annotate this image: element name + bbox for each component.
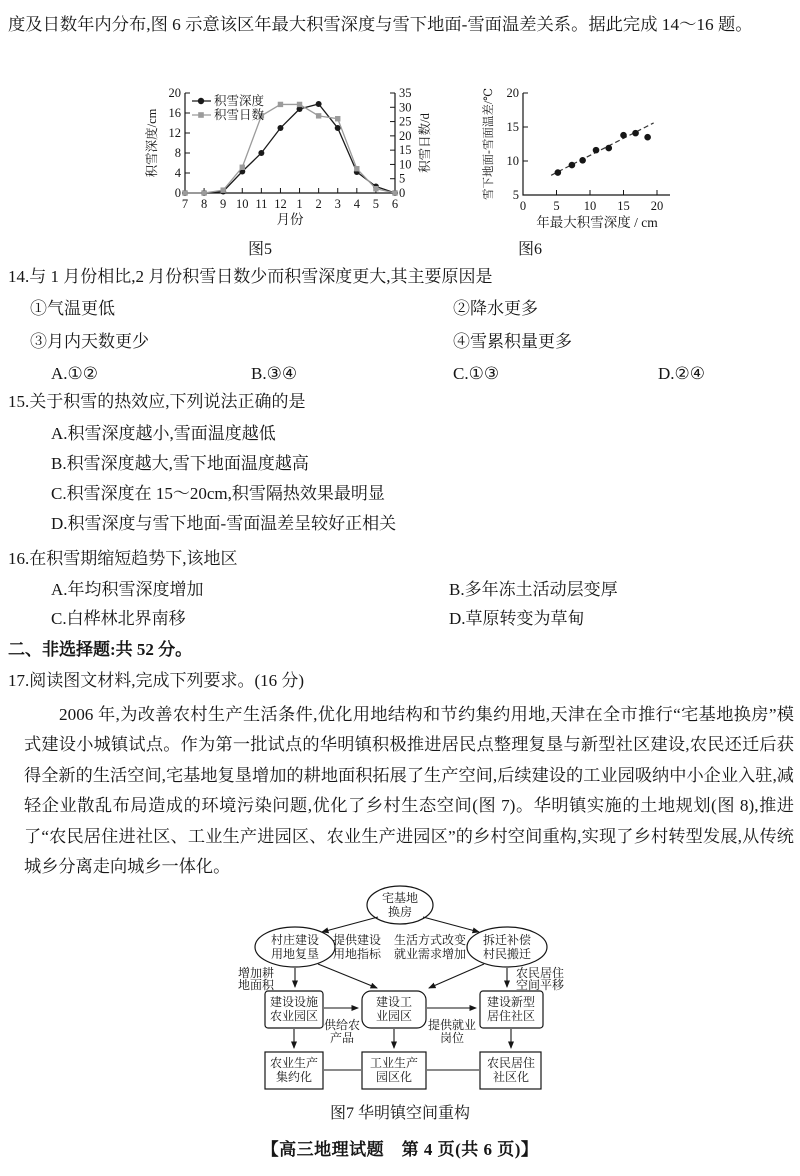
svg-text:5: 5 — [399, 171, 406, 186]
node-label: 拆迁补偿 — [482, 933, 532, 947]
node-label: 村民搬迁 — [482, 947, 532, 961]
q17-stem: 17.阅读图文材料,完成下列要求。(16 分) — [8, 671, 305, 690]
q16-choice-b: B.多年冻土活动层变厚 — [449, 580, 618, 599]
q15-choice-d: D.积雪深度与雪下地面-雪面温差呈较好正相关 — [51, 514, 397, 533]
q14-numbered-option: ①气温更低 — [30, 299, 115, 318]
svg-text:积雪日数/d: 积雪日数/d — [418, 113, 432, 173]
edge-label: 空间平移 — [515, 978, 565, 992]
svg-text:积雪深度: 积雪深度 — [214, 94, 265, 108]
node-label: 建设工 — [375, 995, 413, 1009]
section2-heading: 二、非选择题:共 52 分。 — [8, 640, 193, 659]
fig6-caption: 图6 — [517, 241, 542, 258]
fig7-flow-diagram — [218, 884, 588, 1096]
q15-choice-c: C.积雪深度在 15～20cm,积雪隔热效果最明显 — [51, 484, 385, 503]
q16-stem: 16.在积雪期缩短趋势下,该地区 — [8, 549, 238, 568]
svg-text:0: 0 — [519, 199, 527, 213]
svg-text:8: 8 — [174, 146, 181, 160]
svg-text:11: 11 — [255, 197, 268, 211]
svg-text:8: 8 — [200, 197, 208, 211]
q14-numbered-option: ②降水更多 — [453, 299, 538, 318]
node-label: 居住社区 — [486, 1009, 536, 1023]
q14-choice-d: D.②④ — [658, 364, 706, 383]
node-label: 农业生产 — [269, 1056, 319, 1070]
svg-text:20: 20 — [506, 86, 519, 100]
node-label: 工业生产 — [369, 1056, 419, 1070]
edge-label: 提供就业 — [427, 1018, 477, 1032]
svg-text:16: 16 — [168, 106, 181, 120]
svg-text:7: 7 — [181, 197, 189, 211]
svg-text:20: 20 — [650, 199, 664, 213]
q15-choice-b: B.积雪深度越大,雪下地面温度越高 — [51, 454, 309, 473]
q14-stem: 14.与 1 月份相比,2 月份积雪日数少而积雪深度更大,其主要原因是 — [8, 267, 493, 286]
node-label: 换房 — [387, 905, 413, 919]
svg-text:10: 10 — [399, 157, 412, 172]
edge-label: 岗位 — [439, 1031, 465, 1045]
node-label: 农民居住 — [486, 1056, 536, 1070]
node-label: 用地复垦 — [270, 947, 320, 961]
svg-text:35: 35 — [399, 86, 412, 100]
svg-text:30: 30 — [399, 100, 412, 115]
q14-choice-c: C.①③ — [453, 364, 500, 383]
edge-label: 增加耕 — [237, 966, 275, 980]
svg-text:积雪日数: 积雪日数 — [214, 108, 265, 122]
edge-label: 提供建设 — [332, 933, 382, 947]
node-label: 社区化 — [492, 1070, 530, 1084]
fig5-snow-depth-days-chart — [126, 82, 470, 236]
svg-text:年最大积雪深度 / cm: 年最大积雪深度 / cm — [536, 215, 658, 230]
svg-text:2: 2 — [315, 197, 322, 211]
svg-text:4: 4 — [353, 197, 360, 211]
q14-choice-b: B.③④ — [251, 364, 298, 383]
svg-text:积雪深度/cm: 积雪深度/cm — [145, 108, 159, 178]
svg-text:0: 0 — [399, 186, 406, 200]
svg-text:15: 15 — [399, 143, 412, 158]
node-label: 集约化 — [275, 1070, 313, 1084]
node-label: 村庄建设 — [270, 933, 320, 947]
svg-text:25: 25 — [399, 114, 412, 129]
svg-text:4: 4 — [174, 166, 181, 180]
svg-text:1: 1 — [296, 197, 303, 211]
q14-numbered-option: ③月内天数更少 — [30, 332, 149, 351]
svg-text:0: 0 — [174, 186, 181, 200]
svg-text:15: 15 — [506, 120, 519, 134]
q16-choice-c: C.白桦林北界南移 — [51, 609, 186, 628]
edge-label: 产品 — [329, 1031, 355, 1045]
node-label: 园区化 — [375, 1070, 413, 1084]
node-label: 业园区 — [375, 1009, 413, 1023]
svg-text:月份: 月份 — [276, 212, 304, 227]
svg-text:12: 12 — [274, 197, 287, 211]
fig7-caption: 图7 华明镇空间重构 — [329, 1105, 470, 1122]
svg-text:5: 5 — [372, 197, 380, 211]
svg-text:3: 3 — [334, 197, 341, 211]
page-footer: 【高三地理试题 第 4 页(共 6 页)】 — [261, 1140, 539, 1159]
svg-text:9: 9 — [220, 197, 227, 211]
edge-label: 地面积 — [237, 978, 275, 992]
edge-label: 用地指标 — [332, 947, 382, 961]
q14-numbered-option: ④雪累积量更多 — [453, 332, 572, 351]
node-label: 建设新型 — [486, 995, 536, 1009]
svg-text:5: 5 — [553, 199, 560, 213]
svg-text:5: 5 — [512, 188, 519, 202]
node-label: 农业园区 — [269, 1009, 319, 1023]
q15-choice-a: A.积雪深度越小,雪面温度越低 — [51, 424, 276, 443]
edge-label: 就业需求增加 — [393, 947, 467, 961]
edge-label: 农民居住 — [515, 966, 565, 980]
svg-text:12: 12 — [168, 126, 181, 140]
svg-text:20: 20 — [168, 86, 181, 100]
svg-text:20: 20 — [399, 128, 412, 143]
fig5-caption: 图5 — [247, 241, 272, 258]
node-label: 宅基地 — [381, 891, 419, 905]
q15-stem: 15.关于积雪的热效应,下列说法正确的是 — [8, 392, 306, 411]
q14-choice-a: A.①② — [51, 364, 99, 383]
q16-choice-d: D.草原转变为草甸 — [449, 609, 585, 628]
svg-text:雪下地面-雪面温差/℃: 雪下地面-雪面温差/℃ — [483, 88, 495, 200]
q17-material-paragraph: 2006 年,为改善农村生产生活条件,优化用地结构和节约集约用地,天津在全市推行“宅基地换房”模式建设小城镇试点。作为第一批试点的华明镇积极推进居民点整理复垦与新型社区建设,农民还迁后获得全新的生活空间,宅基地复垦增加的耕地面积拓展了生产空间,后续建设的工业园吸纳中小企业入驻,减轻企业散乱布局造成的环境污染问题,优化了乡村生态空间(图 7)。华明镇实施的土地规划(图 8),推进了“农民居住进社区、工业生产进园区、农业生产进园区”的乡村空间重构,实现了乡村转型发展,从传统城乡分离走向城乡一体化。 — [24, 705, 794, 877]
svg-text:10: 10 — [506, 154, 519, 168]
edge-label: 生活方式改变 — [393, 933, 467, 947]
svg-text:6: 6 — [391, 197, 399, 211]
svg-text:15: 15 — [617, 199, 630, 213]
edge-label: 供给农 — [323, 1018, 361, 1032]
fig6-scatter-chart — [476, 82, 722, 236]
intro-paragraph: 度及日数年内分布,图 6 示意该区年最大积雪深度与雪下地面-雪面温差关系。据此完成 14～16 题。 — [8, 15, 753, 34]
node-label: 建设设施 — [269, 995, 319, 1009]
svg-text:10: 10 — [236, 197, 249, 211]
q16-choice-a: A.年均积雪深度增加 — [51, 580, 204, 599]
svg-text:10: 10 — [583, 199, 597, 213]
